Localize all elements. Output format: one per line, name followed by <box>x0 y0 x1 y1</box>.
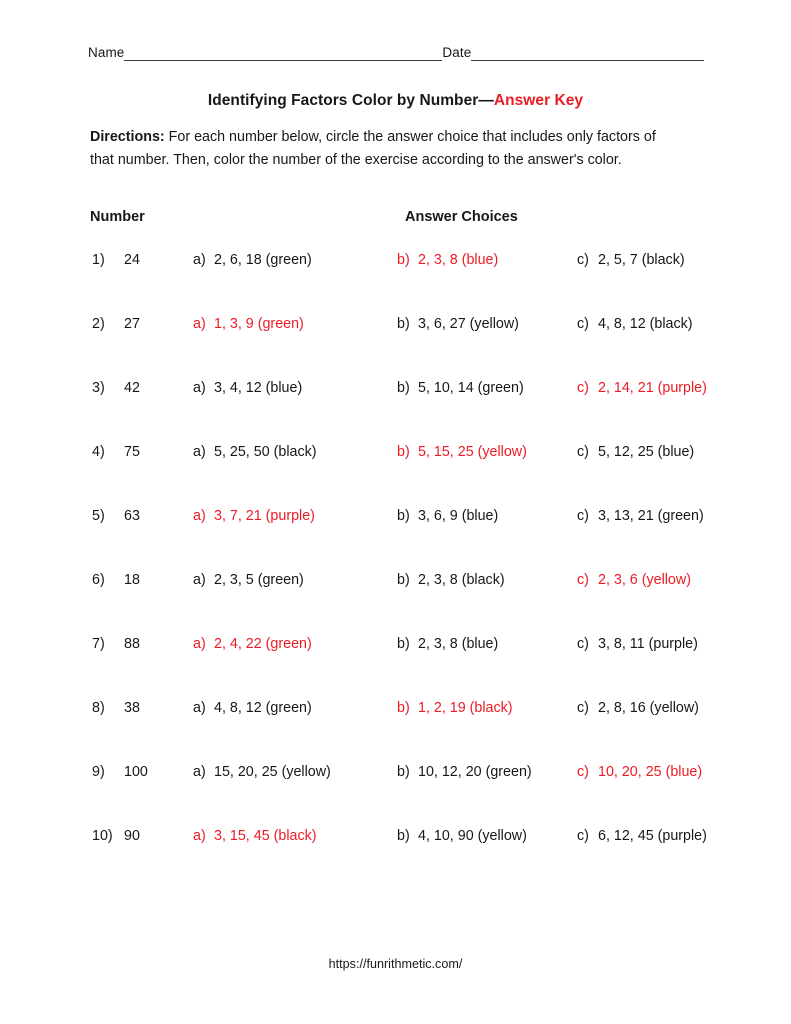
page-title <box>0 92 791 110</box>
question-index: 3) <box>92 380 105 396</box>
question-index: 4) <box>92 444 105 460</box>
date-blank-rule[interactable] <box>471 47 704 61</box>
answer-choice-text: 5, 25, 50 (black) <box>214 444 317 460</box>
name-label: Name <box>88 45 125 60</box>
answer-choice[interactable] <box>397 252 498 268</box>
answer-choice-text: 15, 20, 25 (yellow) <box>214 764 331 780</box>
answer-choice-letter: a) <box>193 572 206 588</box>
question-index: 10) <box>92 828 113 844</box>
question-row <box>0 380 791 444</box>
answer-choice-text: 4, 10, 90 (yellow) <box>418 828 527 844</box>
answer-choice[interactable] <box>397 828 527 844</box>
directions-label: Directions: <box>90 129 165 145</box>
answer-choice[interactable] <box>397 572 505 588</box>
answer-choice-text: 4, 8, 12 (black) <box>598 316 693 332</box>
question-number: 75 <box>124 444 140 460</box>
answer-choice-letter: b) <box>397 380 410 396</box>
answer-choice-text: 10, 20, 25 (blue) <box>598 764 703 780</box>
answer-choice-letter: c) <box>577 828 589 844</box>
answer-choice-text: 3, 13, 21 (green) <box>598 508 704 524</box>
answer-choice-letter: b) <box>397 764 410 780</box>
question-row <box>0 828 791 892</box>
name-date-line <box>88 46 704 61</box>
answer-choice[interactable] <box>193 380 302 396</box>
answer-choice[interactable] <box>577 764 702 780</box>
answer-choice-letter: a) <box>193 828 206 844</box>
question-number: 90 <box>124 828 140 844</box>
answer-choice-letter: a) <box>193 380 206 396</box>
answer-choice-text: 5, 12, 25 (blue) <box>598 444 695 460</box>
question-index: 6) <box>92 572 105 588</box>
answer-choice[interactable] <box>193 508 315 524</box>
answer-choice-letter: c) <box>577 636 589 652</box>
answer-choice-text: 2, 8, 16 (yellow) <box>598 700 699 716</box>
answer-choice-text: 10, 12, 20 (green) <box>418 764 532 780</box>
answer-choice-text: 2, 5, 7 (black) <box>598 252 685 268</box>
question-index: 1) <box>92 252 105 268</box>
answer-choice-letter: c) <box>577 764 589 780</box>
answer-choice[interactable] <box>397 700 513 716</box>
question-row <box>0 572 791 636</box>
answer-choice-letter: a) <box>193 252 206 268</box>
question-index: 9) <box>92 764 105 780</box>
answer-choice-text: 3, 6, 27 (yellow) <box>418 316 519 332</box>
directions-text: For each number below, circle the answer choice that includes only factors of that number. Then, color the number of the exercise according to the answer's color. <box>90 129 656 168</box>
answer-choice-letter: b) <box>397 828 410 844</box>
question-number: 100 <box>124 764 148 780</box>
question-row <box>0 444 791 508</box>
question-row <box>0 508 791 572</box>
answer-choice-letter: c) <box>577 316 589 332</box>
question-number: 63 <box>124 508 140 524</box>
answer-choice-letter: c) <box>577 508 589 524</box>
directions-paragraph <box>90 126 672 172</box>
answer-choice-letter: c) <box>577 572 589 588</box>
question-row <box>0 252 791 316</box>
answer-choice-text: 2, 14, 21 (purple) <box>598 380 707 396</box>
question-number: 38 <box>124 700 140 716</box>
answer-choice-text: 2, 3, 8 (blue) <box>418 636 499 652</box>
answer-choice-text: 3, 8, 11 (purple) <box>598 636 698 652</box>
question-row <box>0 700 791 764</box>
answer-choice[interactable] <box>577 508 704 524</box>
answer-choice[interactable] <box>193 828 317 844</box>
answer-choice-text: 4, 8, 12 (green) <box>214 700 312 716</box>
answer-choice-letter: b) <box>397 700 410 716</box>
answer-choice[interactable] <box>577 380 707 396</box>
page-title-accent: Answer Key <box>493 92 584 109</box>
answer-choice-text: 2, 3, 8 (black) <box>418 572 505 588</box>
answer-choice-letter: b) <box>397 636 410 652</box>
answer-choice-letter: a) <box>193 636 206 652</box>
answer-choice[interactable] <box>193 572 304 588</box>
question-number: 27 <box>124 316 140 332</box>
answer-choice-letter: c) <box>577 380 589 396</box>
answer-choice-text: 6, 12, 45 (purple) <box>598 828 707 844</box>
question-index: 8) <box>92 700 105 716</box>
footer <box>0 957 791 971</box>
answer-choice[interactable] <box>397 444 527 460</box>
answer-choice-letter: b) <box>397 508 410 524</box>
answer-choice[interactable] <box>577 828 707 844</box>
name-blank-rule[interactable] <box>124 47 442 61</box>
answer-choice[interactable] <box>193 700 312 716</box>
answer-choice[interactable] <box>397 636 498 652</box>
heading-answer-choices: Answer Choices <box>405 209 518 225</box>
question-number: 42 <box>124 380 140 396</box>
answer-choice-letter: b) <box>397 316 410 332</box>
question-number: 18 <box>124 572 140 588</box>
answer-choice[interactable] <box>577 444 694 460</box>
question-index: 7) <box>92 636 105 652</box>
answer-choice-text: 3, 15, 45 (black) <box>214 828 317 844</box>
heading-number: Number <box>90 209 145 225</box>
answer-choice-letter: a) <box>193 508 206 524</box>
answer-choice-text: 2, 3, 5 (green) <box>214 572 304 588</box>
answer-choice-letter: b) <box>397 444 410 460</box>
answer-choice[interactable] <box>577 316 693 332</box>
answer-choice-letter: a) <box>193 316 206 332</box>
answer-choice[interactable] <box>193 252 312 268</box>
answer-choice-text: 5, 15, 25 (yellow) <box>418 444 527 460</box>
answer-choice[interactable] <box>193 316 304 332</box>
answer-choice[interactable] <box>397 764 532 780</box>
answer-choice-letter: c) <box>577 252 589 268</box>
answer-choice-text: 2, 6, 18 (green) <box>214 252 312 268</box>
answer-choice-text: 3, 7, 21 (purple) <box>214 508 315 524</box>
answer-choice-letter: a) <box>193 444 206 460</box>
answer-choice[interactable] <box>397 380 524 396</box>
date-label: Date <box>442 45 472 60</box>
column-headings <box>90 209 690 231</box>
answer-choice[interactable] <box>577 700 699 716</box>
question-index: 5) <box>92 508 105 524</box>
answer-choice-text: 1, 3, 9 (green) <box>214 316 304 332</box>
answer-choice[interactable] <box>577 636 698 652</box>
answer-choice-letter: a) <box>193 764 206 780</box>
answer-choice-text: 2, 3, 8 (blue) <box>418 252 499 268</box>
question-index: 2) <box>92 316 105 332</box>
answer-choice[interactable] <box>577 252 685 268</box>
question-number: 88 <box>124 636 140 652</box>
answer-choice-letter: b) <box>397 572 410 588</box>
answer-choice[interactable] <box>577 572 691 588</box>
answer-choice-letter: a) <box>193 700 206 716</box>
answer-choice-text: 2, 3, 6 (yellow) <box>598 572 691 588</box>
answer-choice-letter: c) <box>577 700 589 716</box>
answer-choice[interactable] <box>397 316 519 332</box>
answer-choice[interactable] <box>397 508 498 524</box>
answer-choice-letter: c) <box>577 444 589 460</box>
answer-choice-text: 2, 4, 22 (green) <box>214 636 312 652</box>
question-list <box>0 252 791 892</box>
question-row <box>0 636 791 700</box>
answer-choice[interactable] <box>193 764 331 780</box>
footer-url[interactable]: https://funrithmetic.com/ <box>328 957 463 971</box>
answer-choice[interactable] <box>193 444 317 460</box>
question-number: 24 <box>124 252 140 268</box>
answer-choice-text: 3, 6, 9 (blue) <box>418 508 499 524</box>
answer-choice-text: 3, 4, 12 (blue) <box>214 380 303 396</box>
answer-choice-text: 5, 10, 14 (green) <box>418 380 524 396</box>
question-row <box>0 316 791 380</box>
question-row <box>0 764 791 828</box>
page-title-main: Identifying Factors Color by Number— <box>207 92 494 109</box>
answer-choice-letter: b) <box>397 252 410 268</box>
answer-choice-text: 1, 2, 19 (black) <box>418 700 513 716</box>
answer-choice[interactable] <box>193 636 312 652</box>
